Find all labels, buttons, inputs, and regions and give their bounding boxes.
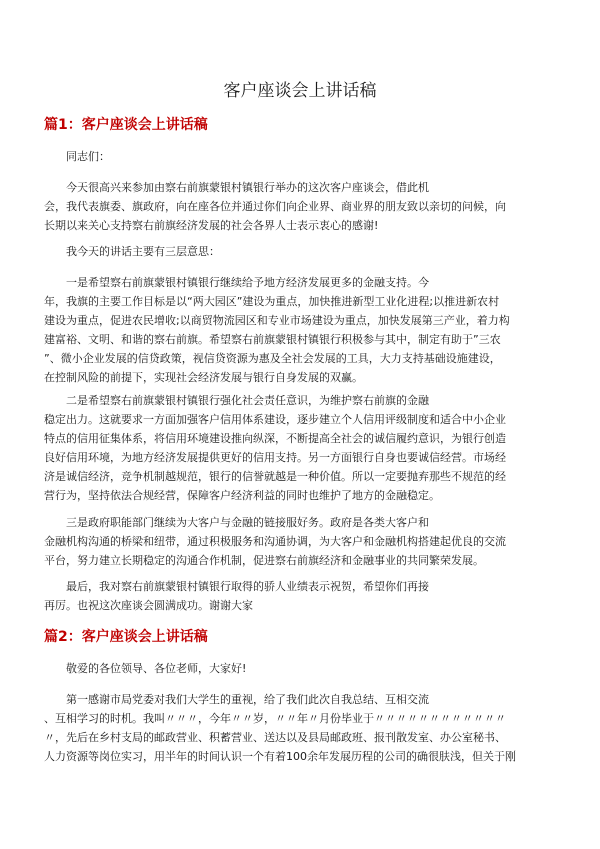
text-line: 年，我旗的主要工作目标是以“两大园区”建设为重点，加快推进新型工业化进程;以推进新农村 [44,295,500,308]
section-1-heading: 篇1：客户座谈会上讲话稿 [44,117,208,133]
text-line: 长期以来关心支持察右前旗经济发展的社会各界人士表示衷心的感谢! [44,219,379,232]
text-line: 建富裕、文明、和谐的察右前旗。希望察右前旗蒙银村镇银行积极参与其中，制定有助于”三农 [44,333,501,346]
text-line: 我今天的讲话主要有三层意思： [66,245,220,258]
text-line: 敬爱的各位领导、各位老师，大家好! [66,662,247,675]
text-line: 会，我代表旗委、旗政府，向在座各位并通过你们向企业界、商业界的朋友致以亲切的问候，向 [44,200,506,213]
text-line: 三是政府职能部门继续为大客户与金融的链接服好务。政府是各类大客户和 [66,516,429,529]
text-line: 稳定出力。这就要求一方面加强客户信用体系建设，逐步建立个人信用评级制度和适合中小企业 [44,413,506,426]
text-line: 平台，努力建立长期稳定的沟通合作机制，促进察右前旗经济和金融事业的共同繁荣发展。 [44,554,484,567]
text-line: 建设为重点，促进农民增收;以商贸物流园区和专业市场建设为重点，加快发展第三产业，着力构 [44,314,510,327]
section-1-paragraph-2 [44,242,564,261]
text-line: 在控制风险的前提下，实现社会经济发展与银行自身发展的双赢。 [44,371,363,384]
text-line: 特点的信用征集体系，将信用环境建设推向纵深，不断提高全社会的诚信履约意识，为银行创造 [44,432,506,445]
section-1-paragraph-3 [44,273,564,387]
section-1-paragraph-5 [44,513,564,570]
text-line: 、互相学习的时机。我叫〃〃〃，今年〃〃岁，〃〃年〃月份毕业于〃〃〃〃〃〃〃〃〃〃〃〃 [44,712,506,725]
text-line: ”、微小企业发展的信贷政策，视信贷资源为惠及全社会发展的工具，大力支持基础设施建设， [44,352,501,365]
text-line: 最后，我对察右前旗蒙银村镇银行取得的骄人业绩表示祝贺，希望你们再接 [66,580,429,593]
text-line: 济是诚信经济，竞争机制越规范，银行的信誉就越是一种价值。所以一定要抛弃那些不规范的经 [44,470,506,483]
section-1-paragraph-6 [44,577,564,615]
document-title: 客户座谈会上讲话稿 [223,81,377,101]
text-line: 一是希望察右前旗蒙银村镇银行继续给予地方经济发展更多的金融支持。今 [66,276,429,289]
text-line: 二是希望察右前旗蒙银村镇银行强化社会责任意识，为维护察右前旗的金融 [66,394,429,407]
section-1-paragraph-1 [44,178,564,235]
text-line: 营行为，坚持依法合规经营，保障客户经济利益的同时也维护了地方的金融稳定。 [44,489,440,502]
section-2-heading: 篇2：客户座谈会上讲话稿 [44,629,208,645]
text-line: 金融机构沟通的桥梁和纽带，通过积极服务和沟通协调，为大客户和金融机构搭建起优良的交流 [44,535,506,548]
text-line: 再厉。也祝这次座谈会圆满成功。谢谢大家 [44,599,253,612]
section-1-greeting [44,147,564,166]
text-line: 〃，先后在乡村支局的邮政营业、积蓄营业、送达以及县局邮政班、报刊散发室、办公室秘书、 [44,731,506,744]
text-line: 第一感谢市局党委对我们大学生的重视，给了我们此次自我总结、互相交流 [66,693,429,706]
text-line: 同志们： [66,150,110,163]
section-1-paragraph-4 [44,391,564,505]
section-2-paragraph-1 [44,690,564,766]
text-line: 良好信用环境，为地方经济发展提供更好的信用支持。另一方面银行自身也要诚信经营。市场经 [44,451,506,464]
text-line: 人力资源等岗位实习，用半年的时间认识一个有着100余年发展历程的公司的确很肤浅，但关于刚 [44,750,516,763]
section-2-greeting [44,659,564,678]
text-line: 今天很高兴来参加由察右前旗蒙银村镇银行举办的这次客户座谈会，借此机 [66,181,429,194]
